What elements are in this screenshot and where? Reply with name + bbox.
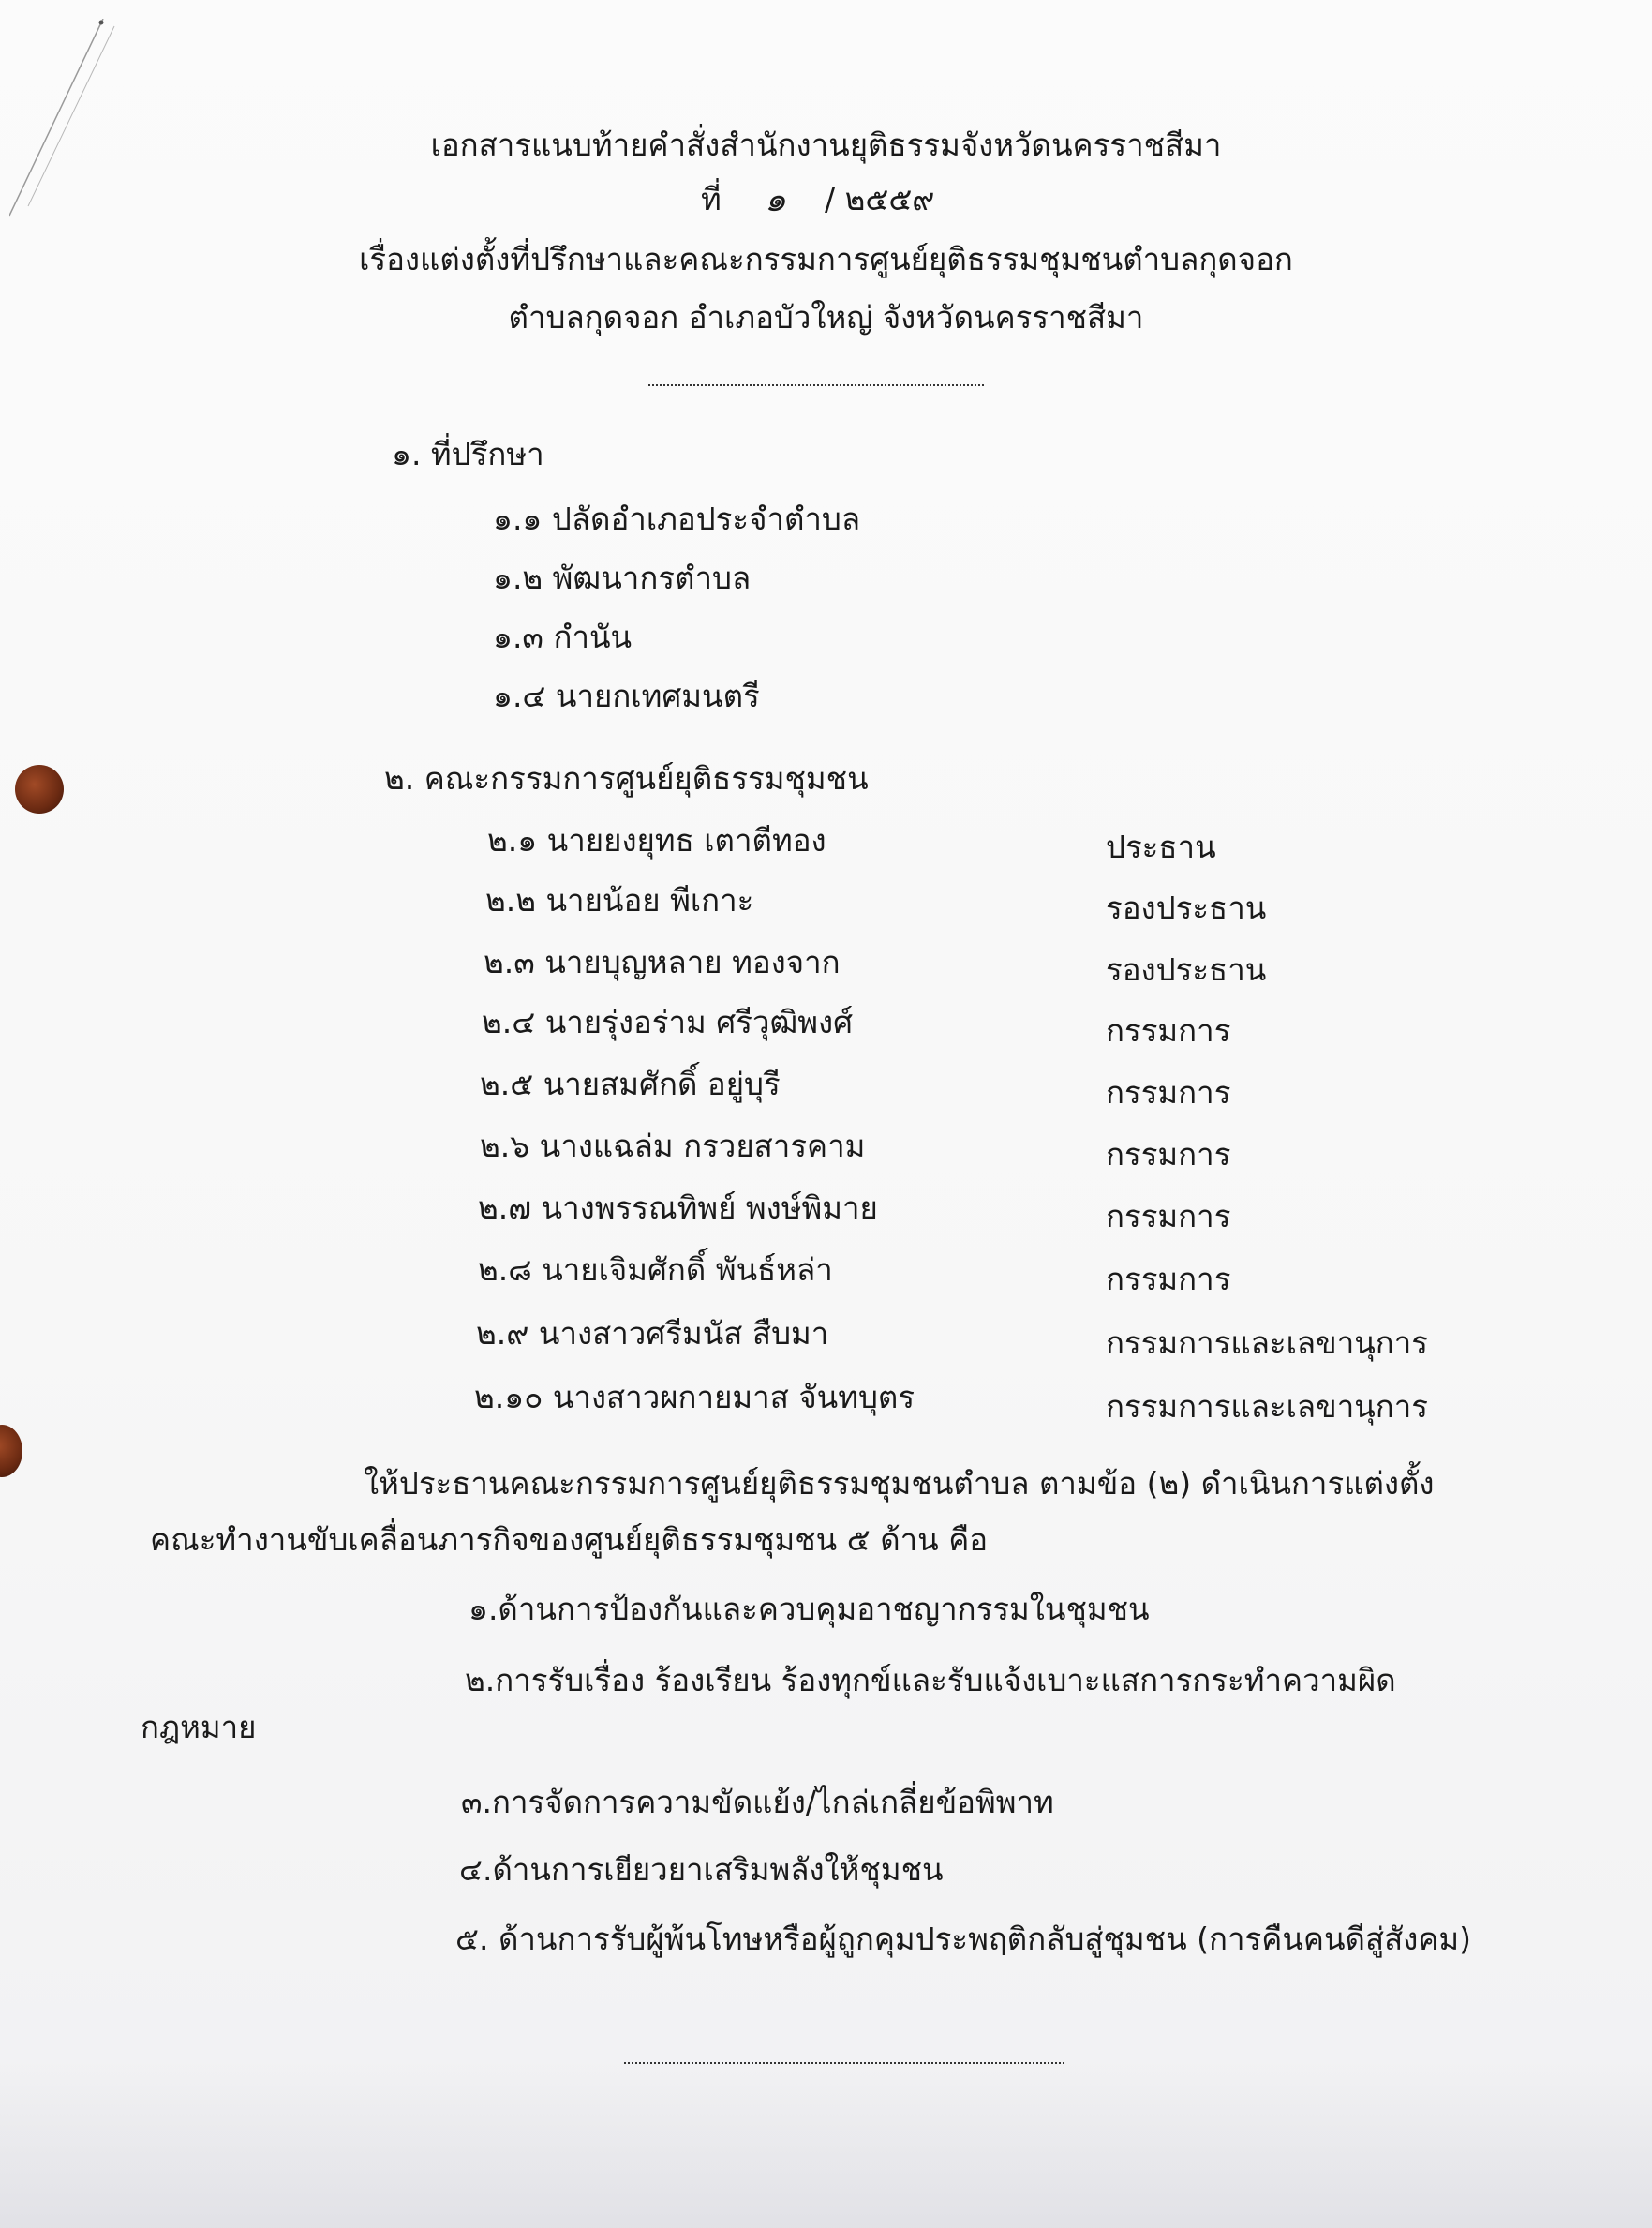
member-role: กรรมการ bbox=[1106, 1261, 1231, 1297]
member-role: กรรมการ bbox=[1106, 1074, 1231, 1111]
mission-5: ๕. ด้านการรับผู้พ้นโทษหรือผู้ถูกคุมประพฤติกลับสู่ชุมชน (การคืนคนดีสู่สังคม) bbox=[455, 1921, 1472, 1957]
page-shadow bbox=[0, 2059, 1652, 2228]
subject-line-2: ตำบลกุดจอก อำเภอบัวใหญ่ จังหวัดนครราชสีมา bbox=[508, 299, 1144, 336]
member-name: ๒.๕ นายสมศักดิ์ อยู่บุรี bbox=[480, 1066, 781, 1102]
member-name: ๒.๗ นางพรรณทิพย์ พงษ์พิมาย bbox=[478, 1189, 878, 1226]
advisor-item: ๑.๔ นายกเทศมนตรี bbox=[493, 678, 760, 714]
order-year: / ๒๕๕๙ bbox=[825, 181, 935, 217]
advisor-item: ๑.๒ พัฒนากรตำบล bbox=[493, 560, 752, 596]
member-role: กรรมการ bbox=[1106, 1136, 1231, 1173]
member-name: ๒.๑ นายยงยุทธ เตาตีทอง bbox=[487, 822, 826, 859]
member-name: ๒.๖ นางแฉล่ม กรวยสารคาม bbox=[480, 1128, 866, 1164]
member-role: ประธาน bbox=[1106, 829, 1216, 865]
order-number: ๑ bbox=[765, 181, 786, 219]
member-role: รองประธาน bbox=[1106, 951, 1267, 988]
subject-line-1: เรื่องแต่งตั้งที่ปรึกษาและคณะกรรมการศูนย์ยุติธรรมชุมชนตำบลกุดจอก bbox=[359, 241, 1293, 277]
member-name: ๒.๑๐ นางสาวผกายมาส จันทบุตร bbox=[474, 1379, 915, 1415]
advisor-item: ๑.๑ ปลัดอำเภอประจำตำบล bbox=[493, 501, 861, 537]
paragraph-line-2: คณะทำงานขับเคลื่อนภารกิจของศูนย์ยุติธรรมชุมชน ๕ ด้าน คือ bbox=[150, 1521, 989, 1558]
member-role: กรรมการและเลขานุการ bbox=[1106, 1324, 1429, 1361]
punch-hole-top bbox=[15, 765, 64, 814]
member-name: ๒.๘ นายเจิมศักดิ์ พันธ์หล่า bbox=[478, 1251, 833, 1288]
member-name: ๒.๓ นายบุญหลาย ทองจาก bbox=[484, 944, 841, 980]
mission-4: ๔.ด้านการเยียวยาเสริมพลังให้ชุมชน bbox=[459, 1851, 944, 1888]
member-role: กรรมการและเลขานุการ bbox=[1106, 1388, 1429, 1425]
punch-hole-bottom bbox=[0, 1425, 22, 1477]
member-name: ๒.๒ นายน้อย พีเกาะ bbox=[485, 882, 754, 919]
document-title: เอกสารแนบท้ายคำสั่งสำนักงานยุติธรรมจังหวัดนครราชสีมา bbox=[430, 127, 1222, 163]
member-role: กรรมการ bbox=[1106, 1198, 1231, 1234]
header-divider bbox=[648, 384, 984, 386]
order-prefix: ที่ bbox=[701, 181, 722, 217]
mission-3: ๓.การจัดการความขัดแย้ง/ไกล่เกลี่ยข้อพิพาท bbox=[461, 1784, 1054, 1820]
member-role: รองประธาน bbox=[1106, 890, 1267, 926]
mission-1: ๑.ด้านการป้องกันและควบคุมอาชญากรรมในชุมชน bbox=[469, 1591, 1150, 1627]
section2-heading: ๒. คณะกรรมการศูนย์ยุติธรรมชุมชน bbox=[384, 760, 869, 797]
footer-divider bbox=[624, 2062, 1064, 2064]
advisor-item: ๑.๓ กำนัน bbox=[493, 619, 633, 655]
paragraph-line-1: ให้ประธานคณะกรรมการศูนย์ยุติธรรมชุมชนตำบล ตามข้อ (๒) ดำเนินการแต่งตั้ง bbox=[364, 1465, 1435, 1502]
mission-2-line-1: ๒.การรับเรื่อง ร้องเรียน ร้องทุกข์และรับแจ้งเบาะแสการกระทำความผิด bbox=[465, 1662, 1396, 1698]
mission-2-line-2: กฎหมาย bbox=[141, 1709, 257, 1745]
section1-heading: ๑. ที่ปรึกษา bbox=[392, 436, 544, 472]
member-name: ๒.๔ นายรุ่งอร่าม ศรีวุฒิพงศ์ bbox=[482, 1004, 854, 1040]
member-name: ๒.๙ นางสาวศรีมนัส สืบมา bbox=[476, 1315, 829, 1352]
member-role: กรรมการ bbox=[1106, 1012, 1231, 1049]
